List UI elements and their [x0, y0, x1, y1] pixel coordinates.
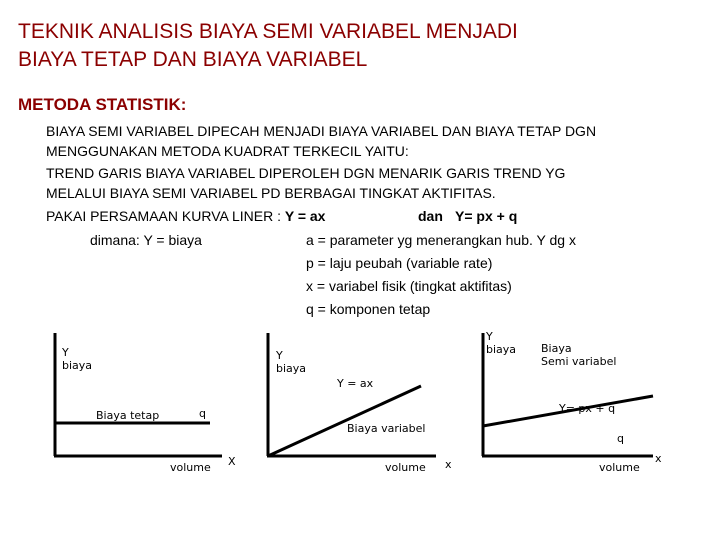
title-line-2: BIAYA TETAP DAN BIAYA VARIABEL: [18, 48, 368, 71]
paragraph-line-1: BIAYA SEMI VARIABEL DIPECAH MENJADI BIAYA VARIABEL DAN BIAYA TETAP DGN: [46, 123, 597, 139]
paragraph-line-2: MENGGUNAKAN METODA KUADRAT TERKECIL YAITU:: [46, 143, 409, 159]
semi-title-1: Biaya: [541, 342, 572, 355]
definition-a: a = parameter yg menerangkan hub. Y dg x: [306, 232, 576, 248]
variable-y-symbol: Y: [276, 349, 283, 362]
semi-x-unit: volume: [599, 461, 640, 474]
semi-eq-label: Y= px + q: [559, 402, 616, 415]
semi-title-2: Semi variabel: [541, 355, 617, 368]
variable-cost-line: [268, 386, 421, 456]
title-line-1: TEKNIK ANALISIS BIAYA SEMI VARIABEL MENJADI: [18, 20, 518, 43]
section-heading: METODA STATISTIK:: [18, 95, 187, 114]
semi-title: [541, 342, 616, 368]
variable-y-label: [276, 349, 306, 375]
formula-and: dan: [418, 208, 443, 224]
semi-y-word: biaya: [486, 343, 517, 356]
formula-eq-1: Y = ax: [284, 208, 326, 224]
semi-x-label: x: [655, 452, 662, 465]
where-label: dimana: Y = biaya: [90, 232, 202, 248]
variable-x-label: x: [445, 458, 452, 471]
semi-q-label: q: [617, 432, 624, 445]
fixed-line-label: Biaya tetap: [96, 409, 160, 422]
fixed-y-symbol: Y: [62, 346, 69, 359]
paragraph-line-3: TREND GARIS BIAYA VARIABEL DIPEROLEH DGN MENARIK GARIS TREND YG: [46, 165, 566, 181]
fixed-x-label: X: [228, 455, 236, 468]
semi-y-symbol: Y: [486, 330, 493, 343]
fixed-x-unit: volume: [170, 461, 211, 474]
fixed-y-label: [62, 346, 92, 372]
formula-prefix: PAKAI PERSAMAAN KURVA LINER :: [46, 208, 285, 224]
definition-x: x = variabel fisik (tingkat aktifitas): [306, 278, 512, 294]
paragraph-line-4: MELALUI BIAYA SEMI VARIABEL PD BERBAGAI TINGKAT AKTIFITAS.: [46, 185, 496, 201]
variable-x-unit: volume: [385, 461, 426, 474]
variable-line-label: Biaya variabel: [347, 422, 426, 435]
variable-y-word: biaya: [276, 362, 307, 375]
formula-eq-2: Y= px + q: [455, 208, 518, 224]
semi-y-label: [486, 330, 516, 356]
definition-p: p = laju peubah (variable rate): [306, 255, 493, 271]
definition-q: q = komponen tetap: [306, 301, 431, 317]
fixed-y-word: biaya: [62, 359, 93, 372]
fixed-q-label: q: [199, 407, 206, 420]
variable-eq-label: Y = ax: [337, 377, 374, 390]
